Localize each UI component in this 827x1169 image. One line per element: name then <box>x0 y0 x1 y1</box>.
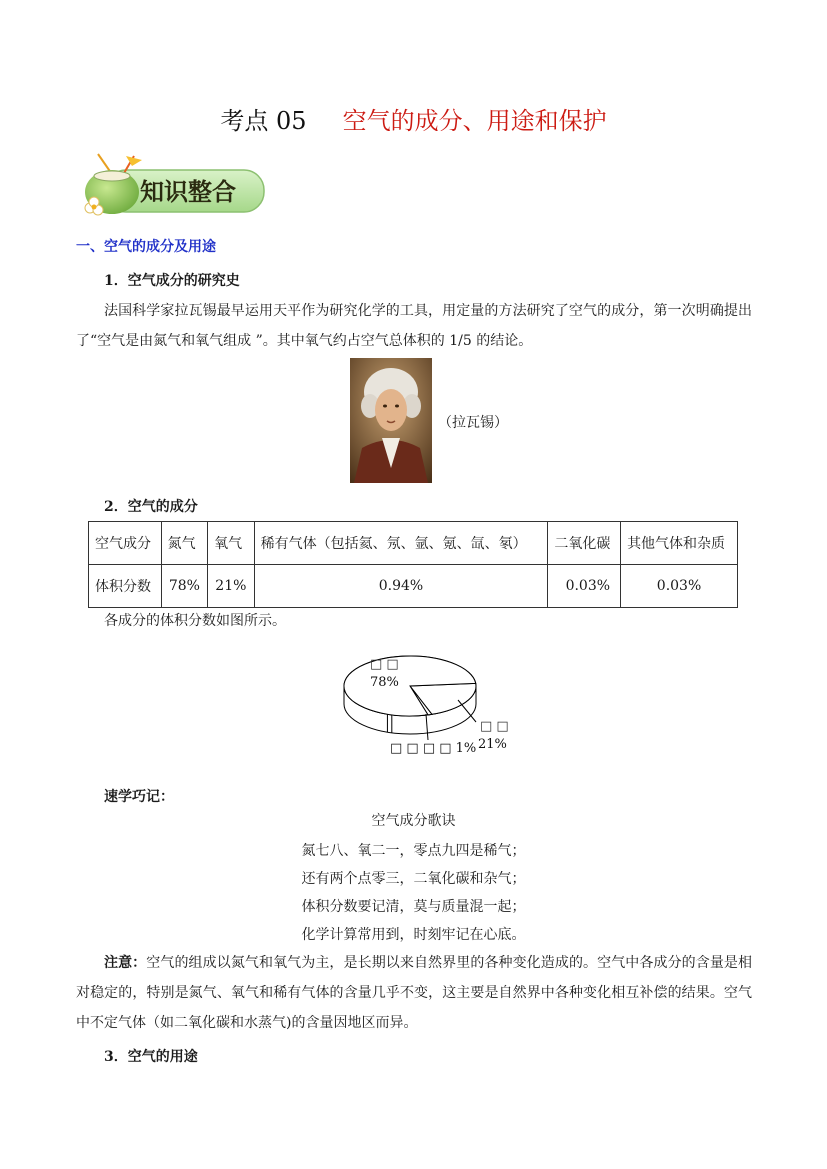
subsection-heading-2: 2．空气的成分 <box>104 499 198 515</box>
history-paragraph: 法国科学家拉瓦锡最早运用天平作为研究化学的工具，用定量的方法研究了空气的成分，第一次明确提出了“空气是由氮气和氧气组成 ”。其中氧气约占空气总体积的 1/5 的结论。 <box>76 303 752 349</box>
pie-label-nitrogen-value: 78% <box>370 675 399 690</box>
table-cell: 稀有气体（包括氦、氖、氩、氪、氙、氡） <box>254 522 548 565</box>
table-row <box>89 565 738 608</box>
section-heading: 一、空气的成分及用途 <box>76 239 216 255</box>
note-text: 空气的组成以氮气和氧气为主，是长期以来自然界里的各种变化造成的。空气中各成分的含量是相对稳定的，特别是氮气、氧气和稀有气体的含量几乎不变，这主要是自然界中各种变化相互补偿的结果。空气中不定气体（如二氧化碳和水蒸气)的含量因地区而异。 <box>76 955 753 1031</box>
air-composition-pie-chart <box>340 648 520 758</box>
title-prefix: 考点 05 <box>220 107 307 135</box>
poem-line: 体积分数要记清，莫与质量混一起； <box>301 899 526 915</box>
poem-title: 空气成分歌诀 <box>371 813 456 829</box>
table-cell: 空气成分 <box>89 522 162 565</box>
table-cell: 0.03% <box>548 565 621 608</box>
note-label: 注意： <box>104 955 147 971</box>
lavoisier-portrait <box>350 358 432 483</box>
poem-line: 氮七八、氧二一，零点九四是稀气； <box>301 843 526 859</box>
composition-table <box>88 521 738 608</box>
table-header-row <box>89 522 738 565</box>
title-topic: 空气的成分、用途和保护 <box>342 107 607 135</box>
subsection-heading-1: 1．空气成分的研究史 <box>104 273 240 289</box>
poem-line: 还有两个点零三，二氧化碳和杂气； <box>301 871 526 887</box>
pie-label-oxygen-name: □ □ <box>480 719 509 734</box>
memo-heading: 速学巧记： <box>104 789 174 805</box>
table-cell: 体积分数 <box>89 565 162 608</box>
table-cell: 0.03% <box>621 565 738 608</box>
table-cell: 氧气 <box>208 522 254 565</box>
chart-intro: 各成分的体积分数如图所示。 <box>104 613 286 629</box>
poem-line: 化学计算常用到，时刻牢记在心底。 <box>301 927 526 943</box>
pie-label-nitrogen-name: □ □ <box>370 657 399 672</box>
note-paragraph <box>76 948 752 1038</box>
badge-label: 知识整合 <box>140 178 236 206</box>
table-cell: 氮气 <box>161 522 207 565</box>
knowledge-badge <box>76 150 266 220</box>
table-cell: 二氧化碳 <box>548 522 621 565</box>
subsection-heading-3: 3．空气的用途 <box>104 1049 198 1065</box>
pie-label-other: □ □ □ □ 1% <box>390 741 477 756</box>
page-title <box>0 104 827 138</box>
pie-label-oxygen-value: 21% <box>478 737 507 752</box>
table-cell: 21% <box>208 565 254 608</box>
table-cell: 0.94% <box>254 565 548 608</box>
table-cell: 其他气体和杂质 <box>621 522 738 565</box>
table-cell: 78% <box>161 565 207 608</box>
portrait-caption: （拉瓦锡） <box>438 415 508 431</box>
